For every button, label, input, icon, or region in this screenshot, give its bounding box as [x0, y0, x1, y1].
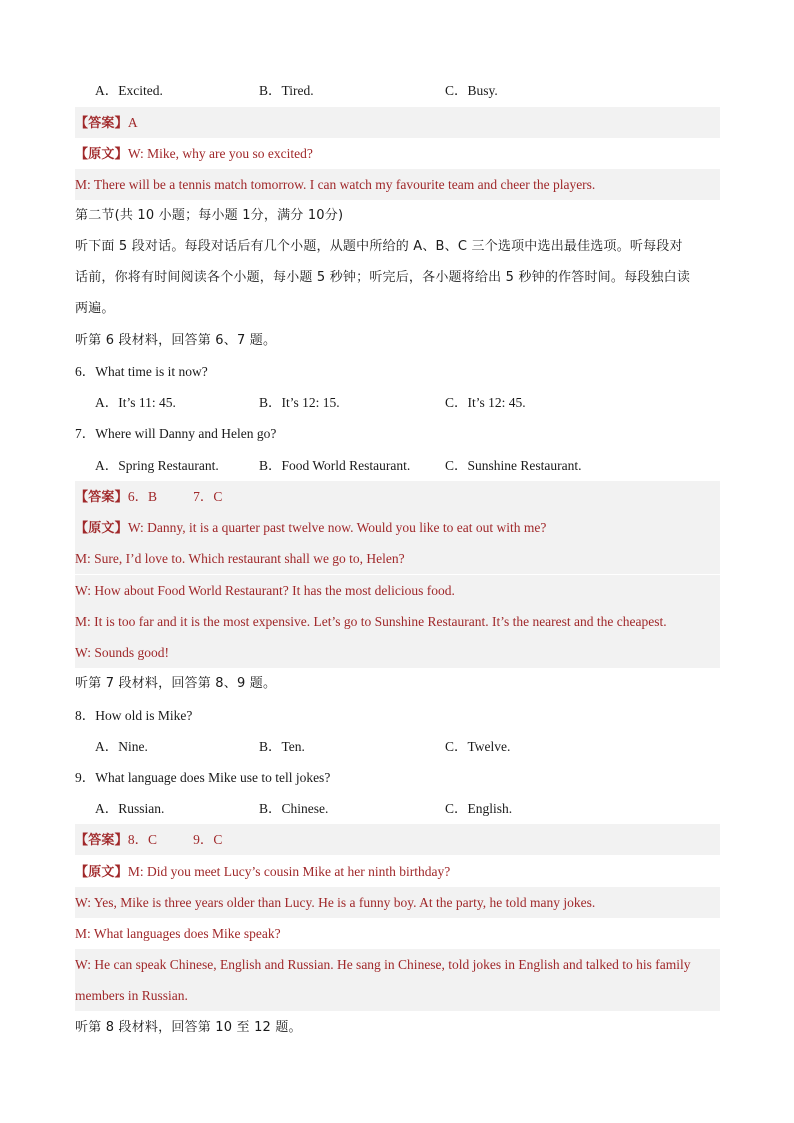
q8-option-c[interactable]: C．Twelve. [445, 739, 511, 754]
m6-answer [75, 481, 720, 512]
answer-text: 7．C [193, 489, 223, 504]
answer-text: 8．C [127, 832, 158, 847]
material-intro: 听第 8 段材料，回答第 10 至 12 题。 [75, 1020, 302, 1035]
q7-option-b[interactable]: B．Food World Restaurant. [259, 458, 411, 473]
q6-option-b[interactable]: B．It’s 12: 15. [259, 395, 340, 410]
q8-options [95, 731, 720, 762]
q6-option-a[interactable]: A．It’s 11: 45. [95, 395, 176, 410]
m7-script-line [75, 856, 720, 887]
material-intro: 听第 6 段材料，回答第 6、7 题。 [75, 333, 277, 348]
q6-options [95, 387, 720, 418]
script-tag: 【原文】 [75, 521, 128, 536]
q9-option-a[interactable]: A．Russian. [95, 801, 165, 816]
q6-option-c[interactable]: C．It’s 12: 45. [445, 395, 526, 410]
q8-option-b[interactable]: B．Ten. [259, 739, 305, 754]
q7-option-a[interactable]: A．Spring Restaurant. [95, 458, 219, 473]
q9-option-b[interactable]: B．Chinese. [259, 801, 329, 816]
m6-script-line: W: How about Food World Restaurant? It has the most delicious food. [75, 575, 720, 606]
script-text: W: Danny, it is a quarter past twelve now. Would you like to eat out with me? [127, 520, 547, 535]
answer-tag: 【答案】 [75, 833, 128, 848]
q5-option-c[interactable]: C．Busy. [445, 83, 498, 98]
instructions-line: 话前，你将有时间阅读各个小题，每小题 5 秒钟；听完后，各小题将给出 5 秒钟的作答时间。每段独白读 [75, 270, 691, 285]
script-tag: 【原文】 [75, 865, 128, 880]
m7-answer [75, 824, 720, 855]
answer-text: 6．B [127, 489, 158, 504]
m7-script-line: M: What languages does Mike speak? [75, 926, 281, 941]
q5-option-a[interactable]: A．Excited. [95, 83, 163, 98]
script-text: M: Did you meet Lucy’s cousin Mike at her ninth birthday? [127, 864, 451, 879]
q7-option-c[interactable]: C．Sunshine Restaurant. [445, 458, 582, 473]
q8-option-a[interactable]: A．Nine. [95, 739, 148, 754]
section-heading: 第二节(共 10 小题；每小题 1分，满分 10分) [75, 208, 344, 223]
material-intro: 听第 7 段材料，回答第 8、9 题。 [75, 676, 277, 691]
m7-script-line: W: He can speak Chinese, English and Russian. He sang in Chinese, told jokes in English and talked to his family [75, 949, 720, 980]
q7-options [95, 450, 720, 481]
answer-tag: 【答案】 [75, 490, 128, 505]
script-tag: 【原文】 [75, 147, 128, 162]
q5-options [95, 75, 720, 106]
m6-script-line: W: Sounds good! [75, 637, 720, 668]
question-stem: 8．How old is Mike? [75, 708, 193, 723]
script-text: W: Mike, why are you so excited? [127, 146, 313, 161]
answer-tag: 【答案】 [75, 116, 128, 131]
m6-script-line: M: Sure, I’d love to. Which restaurant shall we go to, Helen? [75, 543, 720, 574]
instructions-line: 听下面 5 段对话。每段对话后有几个小题，从题中所给的 A、B、C 三个选项中选出最佳选项。听每段对 [75, 239, 683, 254]
q5-script-line [75, 138, 720, 169]
q5-script-line: M: There will be a tennis match tomorrow. I can watch my favourite team and cheer the players. [75, 169, 720, 200]
m6-script-line: M: It is too far and it is the most expensive. Let’s go to Sunshine Restaurant. It’s the nearest and the cheapest. [75, 606, 720, 637]
m6-script-line [75, 512, 720, 543]
question-stem: 7．Where will Danny and Helen go? [75, 426, 277, 441]
question-stem: 9．What language does Mike use to tell jokes? [75, 770, 331, 785]
q9-options [95, 793, 720, 824]
q5-answer [75, 107, 720, 138]
m7-script-line: members in Russian. [75, 980, 720, 1011]
q9-option-c[interactable]: C．English. [445, 801, 513, 816]
q5-option-b[interactable]: B．Tired. [259, 83, 314, 98]
answer-text: A [127, 115, 138, 130]
answer-text: 9．C [193, 832, 223, 847]
question-stem: 6．What time is it now? [75, 364, 208, 379]
instructions-line: 两遍。 [75, 301, 115, 316]
m7-script-line: W: Yes, Mike is three years older than Lucy. He is a funny boy. At the party, he told many jokes. [75, 887, 720, 918]
